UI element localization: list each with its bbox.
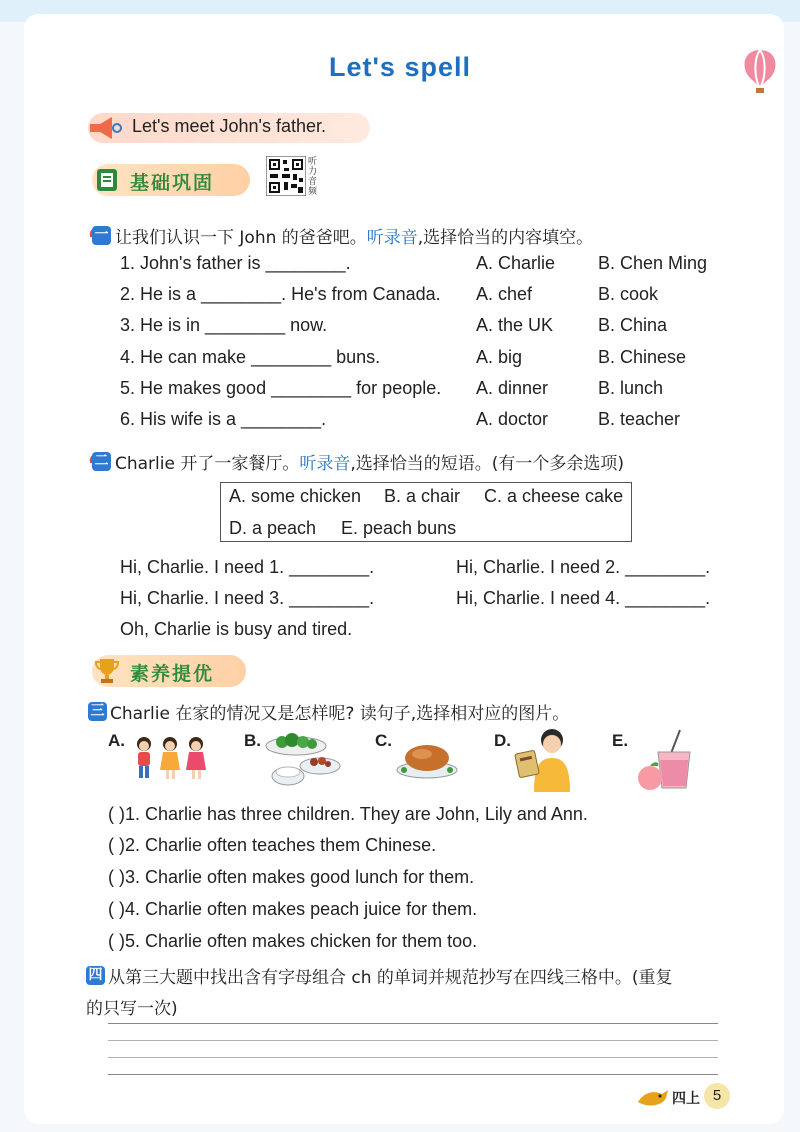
picture-label: A. bbox=[108, 731, 125, 750]
q1-item-option-b: B. teacher bbox=[598, 409, 681, 429]
q2-option: A. some chicken bbox=[229, 486, 362, 506]
q1-item-stem: 6. His wife is a ________. bbox=[120, 409, 327, 429]
question-number-badge: 二 bbox=[92, 452, 111, 471]
intro-banner-text: Let's meet John's father. bbox=[132, 116, 326, 136]
man-with-book-picture bbox=[514, 726, 580, 792]
q2-instruction: Charlie 开了一家餐厅。听录音,选择恰当的短语。(有一个多余选项) bbox=[115, 454, 625, 474]
hot-air-balloon-icon bbox=[740, 48, 780, 94]
q1-item-option-b: B. cook bbox=[598, 284, 659, 304]
bird-icon bbox=[636, 1084, 670, 1110]
question-number-badge: 四 bbox=[86, 966, 105, 985]
q1-item-option-a: A. dinner bbox=[476, 378, 549, 398]
q3-item: ( )1. Charlie has three children. They are John, Lily and Ann. bbox=[108, 804, 588, 824]
question-number-badge: 三 bbox=[88, 702, 107, 721]
q1-item-stem: 3. He is in ________ now. bbox=[120, 315, 328, 335]
picture-label: B. bbox=[244, 731, 261, 750]
q1-item-stem: 4. He can make ________ buns. bbox=[120, 347, 381, 367]
q4-instruction-line2: 的只写一次) bbox=[86, 999, 178, 1019]
section-advanced-label: 素养提优 bbox=[130, 663, 215, 685]
q1-item-stem: 5. He makes good ________ for people. bbox=[120, 378, 442, 398]
q2-option: C. a cheese cake bbox=[484, 486, 624, 506]
roast-chicken-picture bbox=[394, 736, 460, 780]
qr-code-icon[interactable] bbox=[266, 156, 306, 196]
q4-instruction-line1: 从第三大题中找出含有字母组合 ch 的单词并规范抄写在四线三格中。(重复 bbox=[108, 968, 673, 988]
q1-item-option-a: A. the UK bbox=[476, 315, 554, 335]
trophy-icon bbox=[92, 654, 122, 686]
q1-item-option-b: B. lunch bbox=[598, 378, 664, 398]
q1-item-stem: 2. He is a ________. He's from Canada. bbox=[120, 284, 441, 304]
peach-juice-picture bbox=[634, 728, 700, 794]
q1-item-option-b: B. Chinese bbox=[598, 347, 687, 367]
q3-item: ( )3. Charlie often makes good lunch for them. bbox=[108, 867, 475, 887]
q2-dialog-line: Hi, Charlie. I need 4. ________. bbox=[456, 588, 711, 608]
page-number: 5 bbox=[704, 1083, 730, 1109]
q1-item-option-a: A. Charlie bbox=[476, 253, 556, 273]
megaphone-icon bbox=[86, 114, 126, 142]
three-children-picture bbox=[128, 734, 212, 782]
grade-label: 四上 bbox=[672, 1091, 700, 1107]
qr-code-label: 听力音频 bbox=[308, 156, 318, 196]
q2-option: D. a peach bbox=[229, 518, 317, 538]
question-number-badge: 一 bbox=[92, 226, 111, 245]
q2-option: B. a chair bbox=[384, 486, 461, 506]
q3-item: ( )2. Charlie often teaches them Chinese. bbox=[108, 835, 437, 855]
q1-item-option-a: A. doctor bbox=[476, 409, 549, 429]
lunch-dishes-picture bbox=[262, 726, 346, 792]
section-basic-label: 基础巩固 bbox=[130, 172, 215, 194]
q1-item-option-b: B. Chen Ming bbox=[598, 253, 708, 273]
q2-dialog-line: Hi, Charlie. I need 1. ________. bbox=[120, 557, 375, 577]
notebook-icon bbox=[92, 164, 122, 194]
q3-item: ( )5. Charlie often makes chicken for them too. bbox=[108, 931, 478, 951]
q2-dialog-line: Hi, Charlie. I need 3. ________. bbox=[120, 588, 375, 608]
q2-closing-line: Oh, Charlie is busy and tired. bbox=[120, 619, 353, 639]
q1-item-stem: 1. John's father is ________. bbox=[120, 253, 351, 273]
picture-label: D. bbox=[494, 731, 511, 750]
q3-instruction: Charlie 在家的情况又是怎样呢? 读句子,选择相对应的图片。 bbox=[110, 704, 570, 724]
q1-item-option-a: A. chef bbox=[476, 284, 533, 304]
q1-instruction: 让我们认识一下 John 的爸爸吧。听录音,选择恰当的内容填空。 bbox=[115, 228, 594, 248]
q3-item: ( )4. Charlie often makes peach juice for them. bbox=[108, 899, 478, 919]
picture-label: E. bbox=[612, 731, 629, 750]
q2-option: E. peach buns bbox=[341, 518, 457, 538]
q2-dialog-line: Hi, Charlie. I need 2. ________. bbox=[456, 557, 711, 577]
page-title: Let's spell bbox=[329, 52, 471, 82]
q1-item-option-b: B. China bbox=[598, 315, 668, 335]
picture-label: C. bbox=[375, 731, 392, 750]
q1-item-option-a: A. big bbox=[476, 347, 523, 367]
